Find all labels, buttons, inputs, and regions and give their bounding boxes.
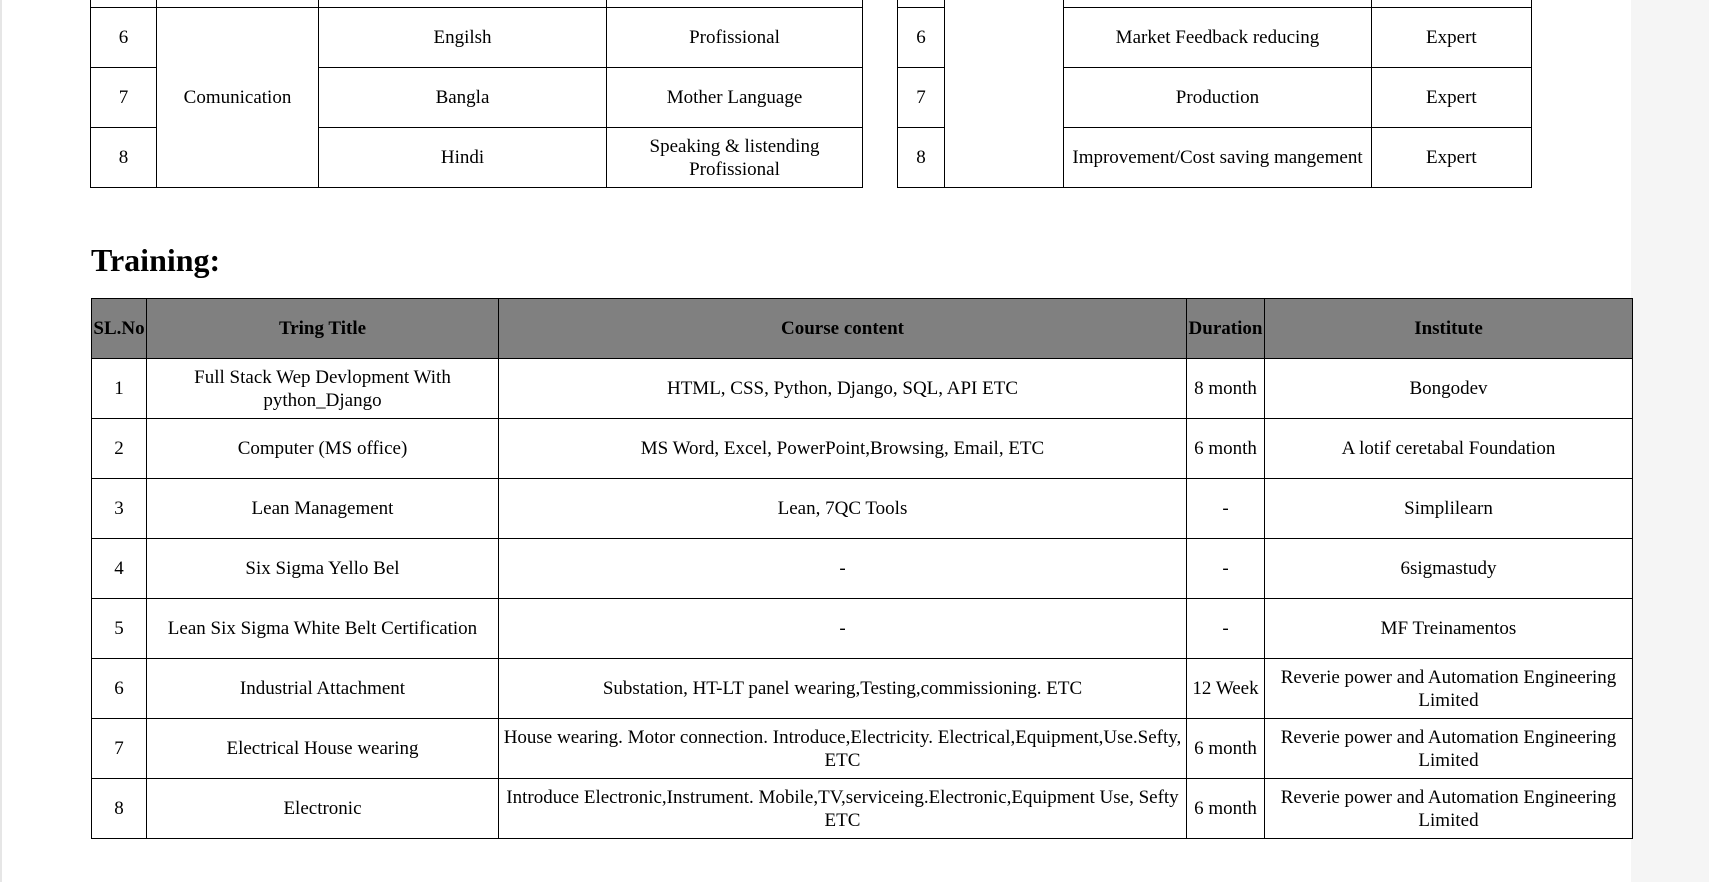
table-row bbox=[92, 359, 1633, 419]
table-row bbox=[92, 479, 1633, 539]
content-cell: - bbox=[499, 539, 1187, 599]
category-cell bbox=[945, 0, 1064, 188]
table-row bbox=[92, 659, 1633, 719]
table-row bbox=[91, 8, 863, 68]
institute-cell: Reverie power and Automation Engineering Limited bbox=[1265, 659, 1633, 719]
skill-cell bbox=[319, 0, 607, 8]
title-cell: Computer (MS office) bbox=[147, 419, 499, 479]
table-row bbox=[91, 0, 863, 8]
sl-cell: 7 bbox=[898, 68, 945, 128]
level-cell bbox=[607, 0, 863, 8]
communication-skills-table bbox=[90, 0, 863, 188]
duration-cell: 8 month bbox=[1187, 359, 1265, 419]
institute-cell: 6sigmastudy bbox=[1265, 539, 1633, 599]
table-row bbox=[92, 539, 1633, 599]
sl-cell: 1 bbox=[92, 359, 147, 419]
skill-cell: Market Feedback reducing bbox=[1064, 8, 1371, 68]
level-cell: Expert bbox=[1371, 128, 1531, 188]
content-cell: House wearing. Motor connection. Introduce,Electricity. Electrical,Equipment,Use.Sefty, ETC bbox=[499, 719, 1187, 779]
header-sl: SL.No bbox=[92, 299, 147, 359]
table-row bbox=[92, 419, 1633, 479]
level-cell: Profissional bbox=[607, 8, 863, 68]
header-title: Tring Title bbox=[147, 299, 499, 359]
duration-cell: - bbox=[1187, 479, 1265, 539]
sl-cell: 8 bbox=[92, 779, 147, 839]
duration-cell: - bbox=[1187, 539, 1265, 599]
category-cell: Comunication bbox=[157, 8, 319, 188]
title-cell: Electrical House wearing bbox=[147, 719, 499, 779]
title-cell: Lean Six Sigma White Belt Certification bbox=[147, 599, 499, 659]
content-cell: MS Word, Excel, PowerPoint,Browsing, Email, ETC bbox=[499, 419, 1187, 479]
institute-cell: Reverie power and Automation Engineering Limited bbox=[1265, 719, 1633, 779]
category-cell bbox=[157, 0, 319, 8]
sl-cell: 8 bbox=[91, 128, 157, 188]
header-institute: Institute bbox=[1265, 299, 1633, 359]
skill-cell: Production bbox=[1064, 68, 1371, 128]
skill-cell bbox=[1064, 0, 1371, 8]
title-cell: Industrial Attachment bbox=[147, 659, 499, 719]
title-cell: Six Sigma Yello Bel bbox=[147, 539, 499, 599]
content-cell: - bbox=[499, 599, 1187, 659]
duration-cell: - bbox=[1187, 599, 1265, 659]
level-cell: Expert bbox=[1371, 8, 1531, 68]
duration-cell: 12 Week bbox=[1187, 659, 1265, 719]
institute-cell: Reverie power and Automation Engineering Limited bbox=[1265, 779, 1633, 839]
header-content: Course content bbox=[499, 299, 1187, 359]
title-cell: Electronic bbox=[147, 779, 499, 839]
sl-cell: 7 bbox=[92, 719, 147, 779]
duration-cell: 6 month bbox=[1187, 719, 1265, 779]
institute-cell: A lotif ceretabal Foundation bbox=[1265, 419, 1633, 479]
sl-cell: 3 bbox=[92, 479, 147, 539]
header-duration: Duration bbox=[1187, 299, 1265, 359]
skill-cell: Engilsh bbox=[319, 8, 607, 68]
document-page bbox=[2, 0, 1631, 882]
sl-cell: 8 bbox=[898, 128, 945, 188]
sl-cell: 7 bbox=[91, 68, 157, 128]
sl-cell: 6 bbox=[91, 8, 157, 68]
title-cell: Full Stack Wep Devlopment With python_Django bbox=[147, 359, 499, 419]
skill-cell: Bangla bbox=[319, 68, 607, 128]
training-heading: Training: bbox=[91, 242, 221, 278]
level-cell: Speaking & listending Profissional bbox=[607, 128, 863, 188]
table-row bbox=[92, 599, 1633, 659]
level-cell: Expert bbox=[1371, 68, 1531, 128]
level-cell: Mother Language bbox=[607, 68, 863, 128]
table-header-row bbox=[92, 299, 1633, 359]
skill-cell: Improvement/Cost saving mangement bbox=[1064, 128, 1371, 188]
sl-cell: 6 bbox=[898, 8, 945, 68]
title-cell: Lean Management bbox=[147, 479, 499, 539]
table-row bbox=[92, 779, 1633, 839]
sl-cell: 6 bbox=[92, 659, 147, 719]
duration-cell: 6 month bbox=[1187, 779, 1265, 839]
table-row bbox=[92, 719, 1633, 779]
institute-cell: Bongodev bbox=[1265, 359, 1633, 419]
sl-cell: 2 bbox=[92, 419, 147, 479]
content-cell: Lean, 7QC Tools bbox=[499, 479, 1187, 539]
training-table bbox=[91, 298, 1633, 839]
institute-cell: MF Treinamentos bbox=[1265, 599, 1633, 659]
sl-cell: 4 bbox=[92, 539, 147, 599]
sl-cell bbox=[91, 0, 157, 8]
content-cell: Introduce Electronic,Instrument. Mobile,TV,serviceing.Electronic,Equipment Use, Sefty ETC bbox=[499, 779, 1187, 839]
content-cell: Substation, HT-LT panel wearing,Testing,commissioning. ETC bbox=[499, 659, 1187, 719]
skill-cell: Hindi bbox=[319, 128, 607, 188]
institute-cell: Simplilearn bbox=[1265, 479, 1633, 539]
sl-cell bbox=[898, 0, 945, 8]
content-cell: HTML, CSS, Python, Django, SQL, API ETC bbox=[499, 359, 1187, 419]
table-row bbox=[898, 0, 1532, 8]
production-skills-table bbox=[897, 0, 1532, 188]
sl-cell: 5 bbox=[92, 599, 147, 659]
duration-cell: 6 month bbox=[1187, 419, 1265, 479]
level-cell bbox=[1371, 0, 1531, 8]
